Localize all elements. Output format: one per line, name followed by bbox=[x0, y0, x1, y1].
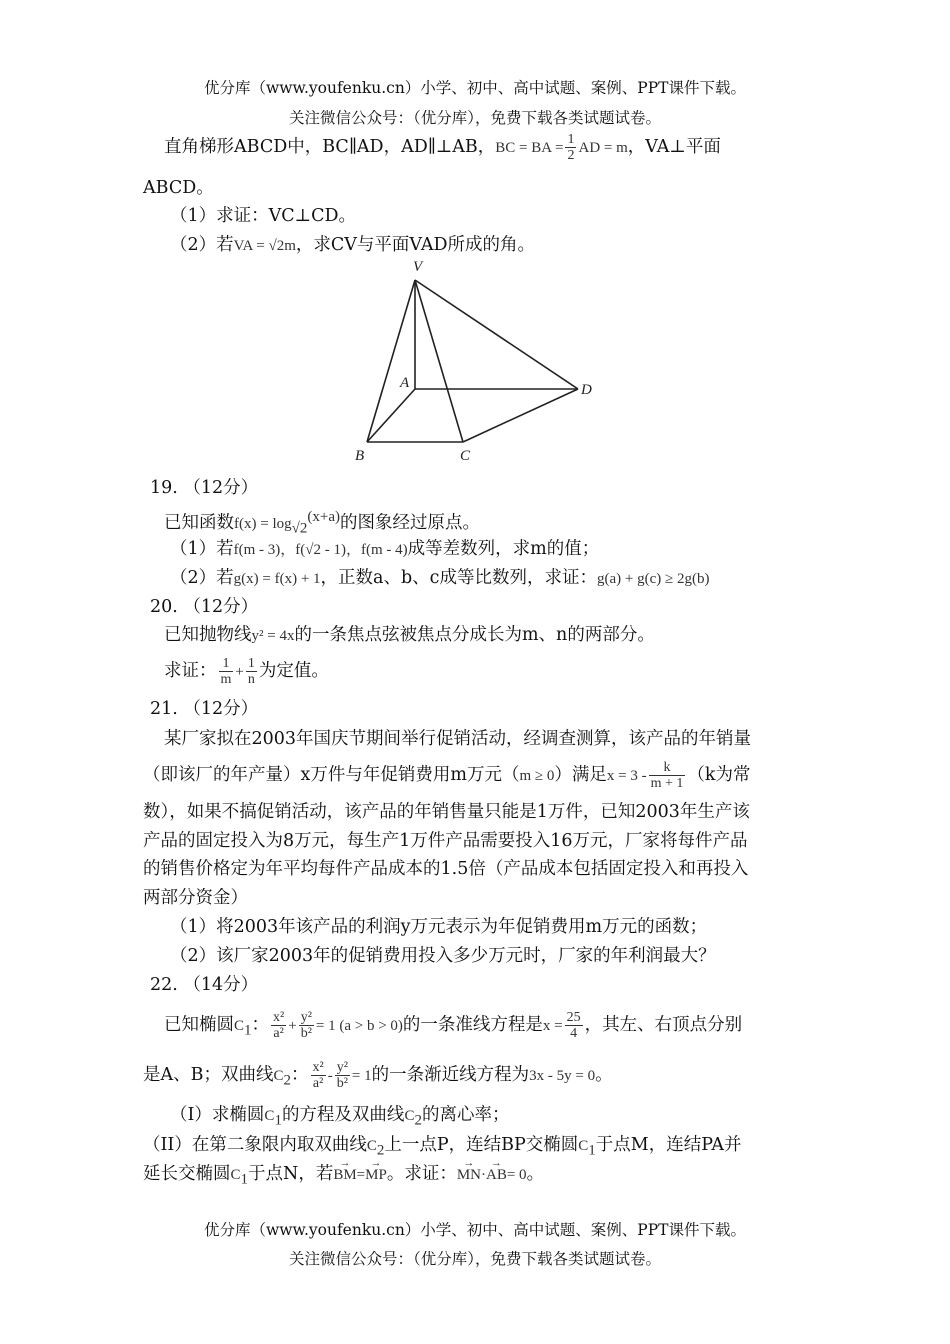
footer-line-2: 关注微信公众号：（优分库），免费下载各类试题试卷。 bbox=[288, 1250, 661, 1268]
q21-title: 21. （12分） bbox=[150, 699, 259, 719]
q22-part-2: （II）在第二象限内取双曲线$C_2$上一点P，连结BP交椭圆$C_1$于点M，连结PA并 bbox=[143, 1135, 742, 1159]
q18-line-2: ABCD。 bbox=[143, 178, 214, 198]
header-line-2: 关注微信公众号：（优分库），免费下载各类试题试卷。 bbox=[288, 109, 661, 127]
q18-part-2: （2）若VA = √2m，求CV与平面VAD所成的角。 bbox=[170, 235, 536, 255]
q21-line-5: 的销售价格定为年平均每件产品成本的1.5倍（产品成本包括固定投入和再投入 bbox=[143, 859, 749, 879]
vector-mp: → MP bbox=[365, 1163, 387, 1187]
label-a: A bbox=[400, 375, 410, 391]
edge-vd bbox=[415, 280, 578, 389]
q21-part-2: （2）该厂家2003年的促销费用投入多少万元时，厂家的年利润最大？ bbox=[170, 946, 716, 966]
q19-intro: 已知函数$f(x) = \log_{√2}^{(x+a)}$的图象经过原点。 bbox=[164, 509, 480, 537]
q18-line-1: 直角梯形ABCD中，BC∥AD，AD∥⊥AB，BC = BA = $\frac{1}{2}$ AD = m，VA⊥平面 bbox=[164, 132, 721, 163]
q18-fraction: $\frac{1}{2}$ bbox=[567, 132, 575, 163]
pyramid-figure bbox=[345, 255, 605, 470]
q22-part-3: 延长交椭圆$C_1$于点N，若→ BM=→ MP。求证：→ MN·→ AB= 0。 bbox=[143, 1162, 544, 1192]
q21-line-1: 某厂家拟在2003年国庆节期间举行促销活动，经调查测算，该产品的年销量 bbox=[164, 729, 752, 749]
edge-vc bbox=[415, 280, 463, 442]
q21-line-4: 产品的固定投入为8万元，每生产1万件产品需要投入16万元，厂家将每件产品 bbox=[143, 831, 748, 851]
ellipse-term-y: $\frac{\text{y²}}{\text{b²}}$ bbox=[300, 1010, 312, 1041]
header-line-1: 优分库（www.youfenku.cn）小学、初中、高中试题、案例、PPT课件下载。 bbox=[203, 79, 747, 97]
q19-part-2: （2）若g(x) = f(x) + 1，正数a、b、c成等比数列，求证：g(a) + g(c) ≥ 2g(b) bbox=[170, 568, 710, 588]
q22-line-2: 是A、B；双曲线$C_2$： $\frac{\text{x²}}{\text{a²}}$ - $\frac{\text{y²}}{\text{b²}}$ = 1的一条渐近线方程为3x - 5y = 0。 bbox=[143, 1060, 613, 1091]
q20-line-1: 已知抛物线y² = 4x的一条焦点弦被焦点分成长为m、n的两部分。 bbox=[164, 625, 655, 645]
q22-line-1: 已知椭圆$C_1$： $\frac{\text{x²}}{\text{a²}}$ + $\frac{\text{y²}}{\text{b²}}$ = 1 (a > b > 0)的一条准线方程是x = $\frac{25}{4}$ ，其左、右顶点分别 bbox=[164, 1010, 743, 1041]
q22-title: 22. （14分） bbox=[150, 975, 259, 995]
label-b: B bbox=[355, 448, 365, 464]
vector-bm: → BM bbox=[333, 1163, 356, 1187]
q21-fraction: $\frac{k}{m + 1}$ bbox=[650, 760, 684, 791]
q21-line-3: 数），如果不搞促销活动，该产品的年销售量只能是1万件，已知2003年生产该 bbox=[143, 802, 750, 822]
q18-part-1: （1）求证：VC⊥CD。 bbox=[170, 206, 357, 226]
q21-line-6: 两部分资金） bbox=[143, 888, 248, 908]
label-d: D bbox=[581, 382, 592, 398]
q19-title: 19. （12分） bbox=[150, 478, 259, 498]
q20-fraction-1: $\frac{1}{m}$ bbox=[220, 656, 232, 687]
q20-line-2: 求证： $\frac{1}{m}$ + $\frac{1}{n}$ 为定值。 bbox=[164, 656, 329, 687]
q20-fraction-2: $\frac{1}{n}$ bbox=[247, 656, 255, 687]
hyperbola-term-x: $\frac{\text{x²}}{\text{a²}}$ bbox=[312, 1060, 324, 1091]
edge-cd bbox=[463, 389, 578, 442]
vector-mn: → MN bbox=[457, 1163, 481, 1187]
q22-part-1: （I）求椭圆$C_1$的方程及双曲线$C_2$的离心率； bbox=[170, 1105, 510, 1129]
q21-part-1: （1）将2003年该产品的利润y万元表示为年促销费用m万元的函数； bbox=[170, 917, 708, 937]
ellipse-term-x: $\frac{\text{x²}}{\text{a²}}$ bbox=[273, 1010, 285, 1041]
footer-line-1: 优分库（www.youfenku.cn）小学、初中、高中试题、案例、PPT课件下载。 bbox=[203, 1221, 747, 1239]
label-c: C bbox=[460, 448, 471, 464]
q21-line-2: （即该厂的年产量）x万件与年促销费用m万元（m ≥ 0）满足x = 3 - $\frac{k}{m + 1}$ （k为常 bbox=[143, 760, 751, 791]
q20-title: 20. （12分） bbox=[150, 597, 259, 617]
label-v: V bbox=[413, 259, 423, 275]
directrix-fraction: $\frac{25}{4}$ bbox=[566, 1010, 581, 1041]
edge-vb bbox=[367, 280, 415, 442]
q19-part-1: （1）若f(m - 3)，f(√2 - 1)，f(m - 4)成等差数列，求m的值； bbox=[170, 539, 600, 559]
hyperbola-term-y: $\frac{\text{y²}}{\text{b²}}$ bbox=[336, 1060, 348, 1091]
vector-ab: → AB bbox=[486, 1163, 507, 1187]
